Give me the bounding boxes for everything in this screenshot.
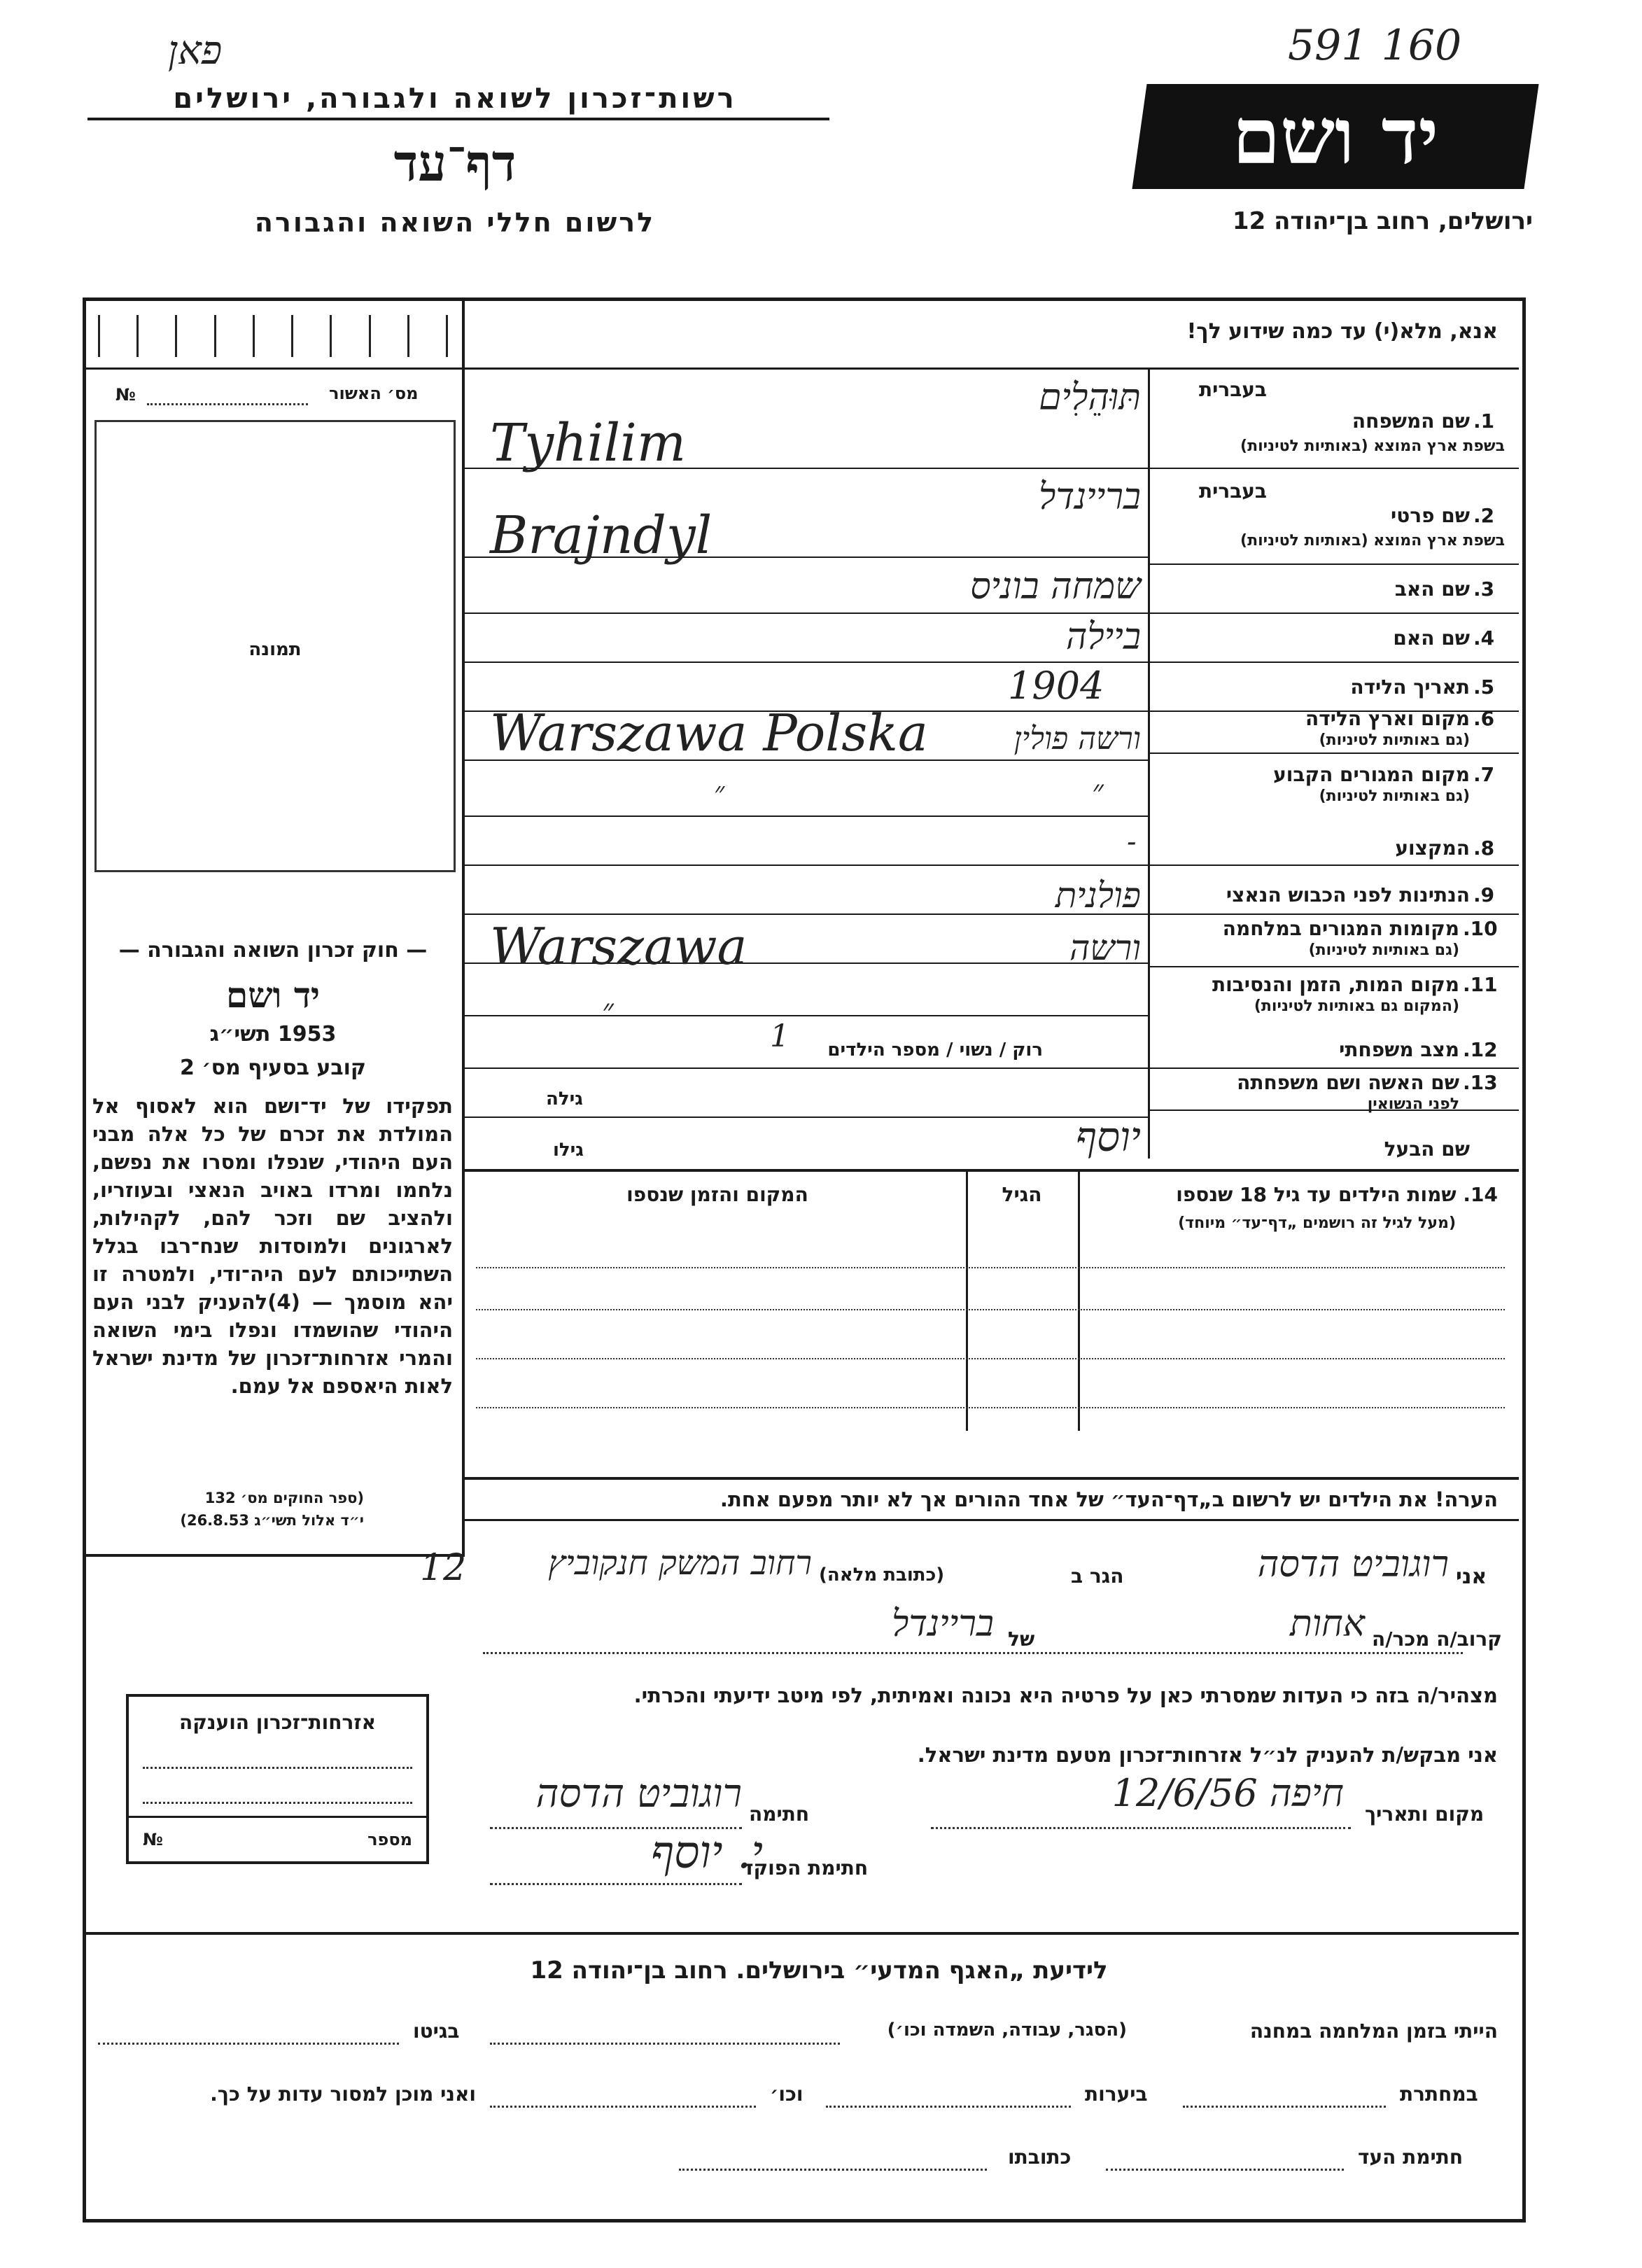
ghetto-field[interactable]	[98, 2043, 399, 2045]
field-6-latin-value[interactable]: Warszawa Polska	[490, 704, 928, 762]
field-1-hebrew-tag: בעברית	[1198, 378, 1267, 401]
place-date-value[interactable]: חיפה 12/6/56	[1111, 1771, 1344, 1815]
field-10-value[interactable]: ורשה	[1069, 927, 1141, 968]
top-notice: אנא, מלא(י) עד כמה שידוע לך!	[1186, 319, 1498, 344]
form-title: דף־עד	[393, 133, 517, 192]
field-13-number: 13.	[1463, 1071, 1498, 1094]
husband-age-label: גילו	[553, 1140, 584, 1161]
field-6-value[interactable]: ורשה פולין	[1013, 721, 1141, 757]
field-2-hebrew-value[interactable]: בריינדל	[1039, 476, 1141, 518]
camp-line-label: הייתי בזמן המלחמה במחנה	[1249, 2019, 1498, 2043]
field-2-sublabel: בשפת ארץ המוצא (באותיות לטיניות)	[1240, 532, 1505, 550]
wife-age-label: גילה	[546, 1088, 583, 1110]
field-4-label: שם האם	[1393, 626, 1470, 650]
photo-label: תמונה	[248, 639, 302, 660]
relation-value[interactable]: אחות	[1290, 1603, 1365, 1645]
field-9-label: הנתינות לפני הכבוש הנאצי	[1226, 883, 1470, 906]
law-reference-1: (ספר החוקים מס׳ 132	[204, 1490, 364, 1506]
field-4-number: 4.	[1473, 626, 1495, 650]
etc-label: וכו׳	[770, 2082, 804, 2106]
left-column-bottom-rule	[86, 1554, 465, 1557]
field-9-value[interactable]: פולנית	[1055, 875, 1141, 916]
field-11-sublabel: (המקום גם באותיות לטיניות)	[1254, 997, 1459, 1015]
field-11-number: 11.	[1463, 973, 1498, 996]
field-3-label: שם האב	[1394, 578, 1470, 601]
note-rule	[465, 1477, 1519, 1480]
law-text: תפקידו של יד־ושם הוא לאסוף אל המולדת את זכרם של כל אלה מבני העם היהודי, שנפלו ומסרו את נפשם, נלחמו ומרדו באויב הנאצי ובעוזריו, ולהציב שם וזכר להם, לקהילות, לארגונים ולמוסדות שנח־רבו בגלל השתייכותם לעם היה־ודי, ולמטרה זו יהא מוסמך — (4)להעניק לבני העם היהודי שהושמדו ונפלו בימי השואה והמרי אזרחות־זכרון של מדינת ישראל לאות היאספם אל עמם.	[92, 1094, 453, 1398]
husband-name-value[interactable]: יוסף	[1075, 1113, 1141, 1161]
field-5-value[interactable]: 1904	[1008, 664, 1104, 708]
header-rule	[87, 118, 829, 120]
forests-label: ביערות	[1085, 2082, 1148, 2106]
bottom-section-rule	[86, 1932, 1519, 1935]
field-7-sublabel: (גם באותיות לטיניות)	[1319, 788, 1470, 805]
witness-signature-field[interactable]	[1106, 2169, 1344, 2171]
relation-of-label: של	[1008, 1628, 1035, 1651]
field-7-value[interactable]: ״	[1092, 774, 1104, 809]
etc-field[interactable]	[490, 2106, 756, 2108]
children-age-header: הגיל	[1002, 1183, 1042, 1206]
signature-label: חתימה	[749, 1802, 810, 1826]
ghetto-label: בגיטו	[413, 2019, 460, 2043]
field-2-latin-value[interactable]: Brajndyl	[490, 505, 713, 566]
declarant-address[interactable]: רחוב המשק חנקוביץ	[548, 1544, 812, 1583]
declarant-address-label: (כתובת מלאה)	[819, 1564, 945, 1586]
field-2-label: שם פרטי	[1390, 504, 1470, 527]
field-5-number: 5.	[1473, 676, 1495, 699]
testimony-ready-text: ואני מוכן למסור עדות על כך.	[210, 2082, 476, 2106]
declarant-name[interactable]: רוגוביט הדסה	[1257, 1544, 1449, 1586]
field-1-latin-value[interactable]: Tyhilim	[490, 413, 686, 473]
children-place-header: המקום והזמן שנספו	[626, 1183, 808, 1206]
field-2-number: 2.	[1473, 504, 1495, 527]
field-12-label: מצב משפחתי	[1339, 1038, 1459, 1061]
field-12-children-count[interactable]: 1	[770, 1018, 790, 1054]
camp-type-hint: (הסגר, עבודה, השמדה וכו׳)	[887, 2019, 1127, 2040]
underground-label: במחתרת	[1400, 2082, 1478, 2106]
approval-symbol: №	[115, 385, 136, 405]
field-8-label: המקצוע	[1395, 836, 1470, 860]
law-reference-2: י״ד אלול תשי״ג 26.8.53)	[180, 1512, 364, 1529]
handwritten-file-mark: פאן	[168, 28, 223, 74]
underground-field[interactable]	[1183, 2106, 1386, 2108]
memorial-box-title: אזרחות־זכרון הוענקה	[179, 1711, 376, 1734]
law-title: — חוק זכרון השואה והגבורה —	[118, 938, 428, 962]
field-1-hebrew-value[interactable]: תּוּהֵלִים	[1039, 377, 1141, 419]
field-11-value[interactable]: ״	[602, 993, 614, 1028]
approval-label: מס׳ האשור	[329, 384, 419, 403]
field-1-number: 1.	[1473, 410, 1495, 433]
left-column-divider	[462, 298, 465, 1554]
relation-label: קרוב/ה מכר/ה	[1372, 1628, 1502, 1651]
signature-value[interactable]: רוגוביט הדסה	[535, 1771, 742, 1816]
law-clause: קובע בסעיף מס׳ 2	[179, 1056, 367, 1080]
field-11-label: מקום המות, הזמן והנסיבות	[1212, 973, 1459, 996]
official-signature-value[interactable]: י. יוסף	[650, 1827, 763, 1879]
request-text: אני מבקש/ת להעניק לנ״ל אזרחות־זכרון מטעם מדינת ישראל.	[917, 1743, 1498, 1767]
children-note: הערה! את הילדים יש לרשום ב„דף־העד״ של אחד ההורים אך לא יותר מפעם אחת.	[720, 1488, 1498, 1511]
memorial-citizenship-box	[126, 1694, 429, 1864]
field-10-sublabel: (גם באותיות לטיניות)	[1308, 941, 1459, 959]
witness-signature-label: חתימת העד	[1358, 2146, 1464, 2169]
field-13-sublabel: לפני הנשואין	[1367, 1096, 1459, 1113]
memorial-box-symbol: №	[143, 1830, 163, 1849]
label-column-divider	[1148, 368, 1150, 1158]
declarant-address-number[interactable]: 12	[420, 1547, 467, 1589]
children-col-divider-2	[1078, 1172, 1080, 1431]
memorial-box-number-label: מספר	[367, 1830, 412, 1849]
field-8-number: 8.	[1473, 836, 1495, 860]
form-subtitle: לרשום חללי השואה והגבורה	[254, 207, 656, 238]
field-10-label: מקומות המגורים במלחמה	[1222, 917, 1459, 940]
husband-name-label: שם הבעל	[1384, 1138, 1470, 1161]
field-6-sublabel: (גם באותיות לטיניות)	[1319, 732, 1470, 749]
place-date-label: מקום ותאריך	[1365, 1802, 1485, 1826]
yad-vashem-logo: יד ושם	[1132, 84, 1538, 189]
field-12-number: 12.	[1463, 1038, 1498, 1061]
field-1-label: שם המשפחה	[1352, 410, 1470, 433]
declarant-lives-label: הגר ב	[1071, 1564, 1124, 1588]
children-sublabel: (מעל לגיל זה רושמים „דף־עד״ מיוחד)	[1178, 1214, 1456, 1232]
relation-of-value[interactable]: בריינדל	[892, 1603, 994, 1645]
scientific-dept-title: לידיעת „האגף המדעי״ בירושלים. רחוב בן־יהודה 12	[530, 1956, 1108, 1984]
forests-field[interactable]	[826, 2106, 1071, 2108]
note-rule-bottom	[465, 1519, 1519, 1521]
field-7-value-2[interactable]: ״	[714, 776, 725, 808]
witness-address-field[interactable]	[679, 2169, 987, 2171]
field-6-label: מקום וארץ הלידה	[1305, 707, 1470, 730]
tick-strip	[98, 315, 448, 357]
institution-address: ירושלים, רחוב בן־יהודה 12	[1232, 207, 1533, 235]
children-label: 14. שמות הילדים עד גיל 18 שנספו	[1176, 1183, 1498, 1206]
declaration-text: מצהיר/ה בזה כי העדות שמסרתי כאן על פרטיה היא נכונה ואמיתית, לפי מיטב ידיעתי והכרתי.	[633, 1684, 1498, 1707]
field-2-hebrew-tag: בעברית	[1198, 479, 1267, 503]
law-year: 1953 תשי״ג	[209, 1022, 337, 1046]
field-1-sublabel: בשפת ארץ המוצא (באותיות לטיניות)	[1240, 438, 1505, 455]
approval-number-field[interactable]	[147, 403, 308, 405]
field-9-number: 9.	[1473, 883, 1495, 906]
field-3-number: 3.	[1473, 578, 1495, 601]
handwritten-file-number: 591 160	[1288, 21, 1462, 70]
top-notice-rule	[86, 368, 1519, 370]
authority-name: רשות־זכרון לשואה ולגבורה, ירושלים	[173, 83, 737, 115]
field-7-label: מקום המגורים הקבוע	[1273, 763, 1470, 786]
children-col-divider-1	[966, 1172, 968, 1431]
law-name: יד ושם	[226, 974, 320, 1016]
field-12-options[interactable]: רוק / נשוי / מספר הילדים	[827, 1040, 1043, 1060]
field-6-number: 6.	[1473, 707, 1495, 730]
field-7-number: 7.	[1473, 763, 1495, 786]
field-3-value[interactable]: שמחה בוניס	[970, 566, 1141, 608]
field-5-label: תאריך הלידה	[1350, 676, 1470, 699]
camp-field[interactable]	[490, 2043, 840, 2045]
official-signature-label: חתימת הפוקד	[742, 1856, 869, 1879]
field-10-number: 10.	[1463, 917, 1498, 940]
declarant-i-label: אני	[1456, 1564, 1487, 1589]
field-8-value[interactable]: -	[1127, 826, 1137, 858]
witness-address-label: כתובתו	[1008, 2146, 1072, 2169]
photo-box	[94, 420, 456, 872]
field-10-latin-value[interactable]: Warszawa	[490, 917, 748, 976]
field-13-label: שם האשה ושם משפחתה	[1237, 1071, 1459, 1094]
field-4-value[interactable]: ביילה	[1065, 616, 1141, 658]
